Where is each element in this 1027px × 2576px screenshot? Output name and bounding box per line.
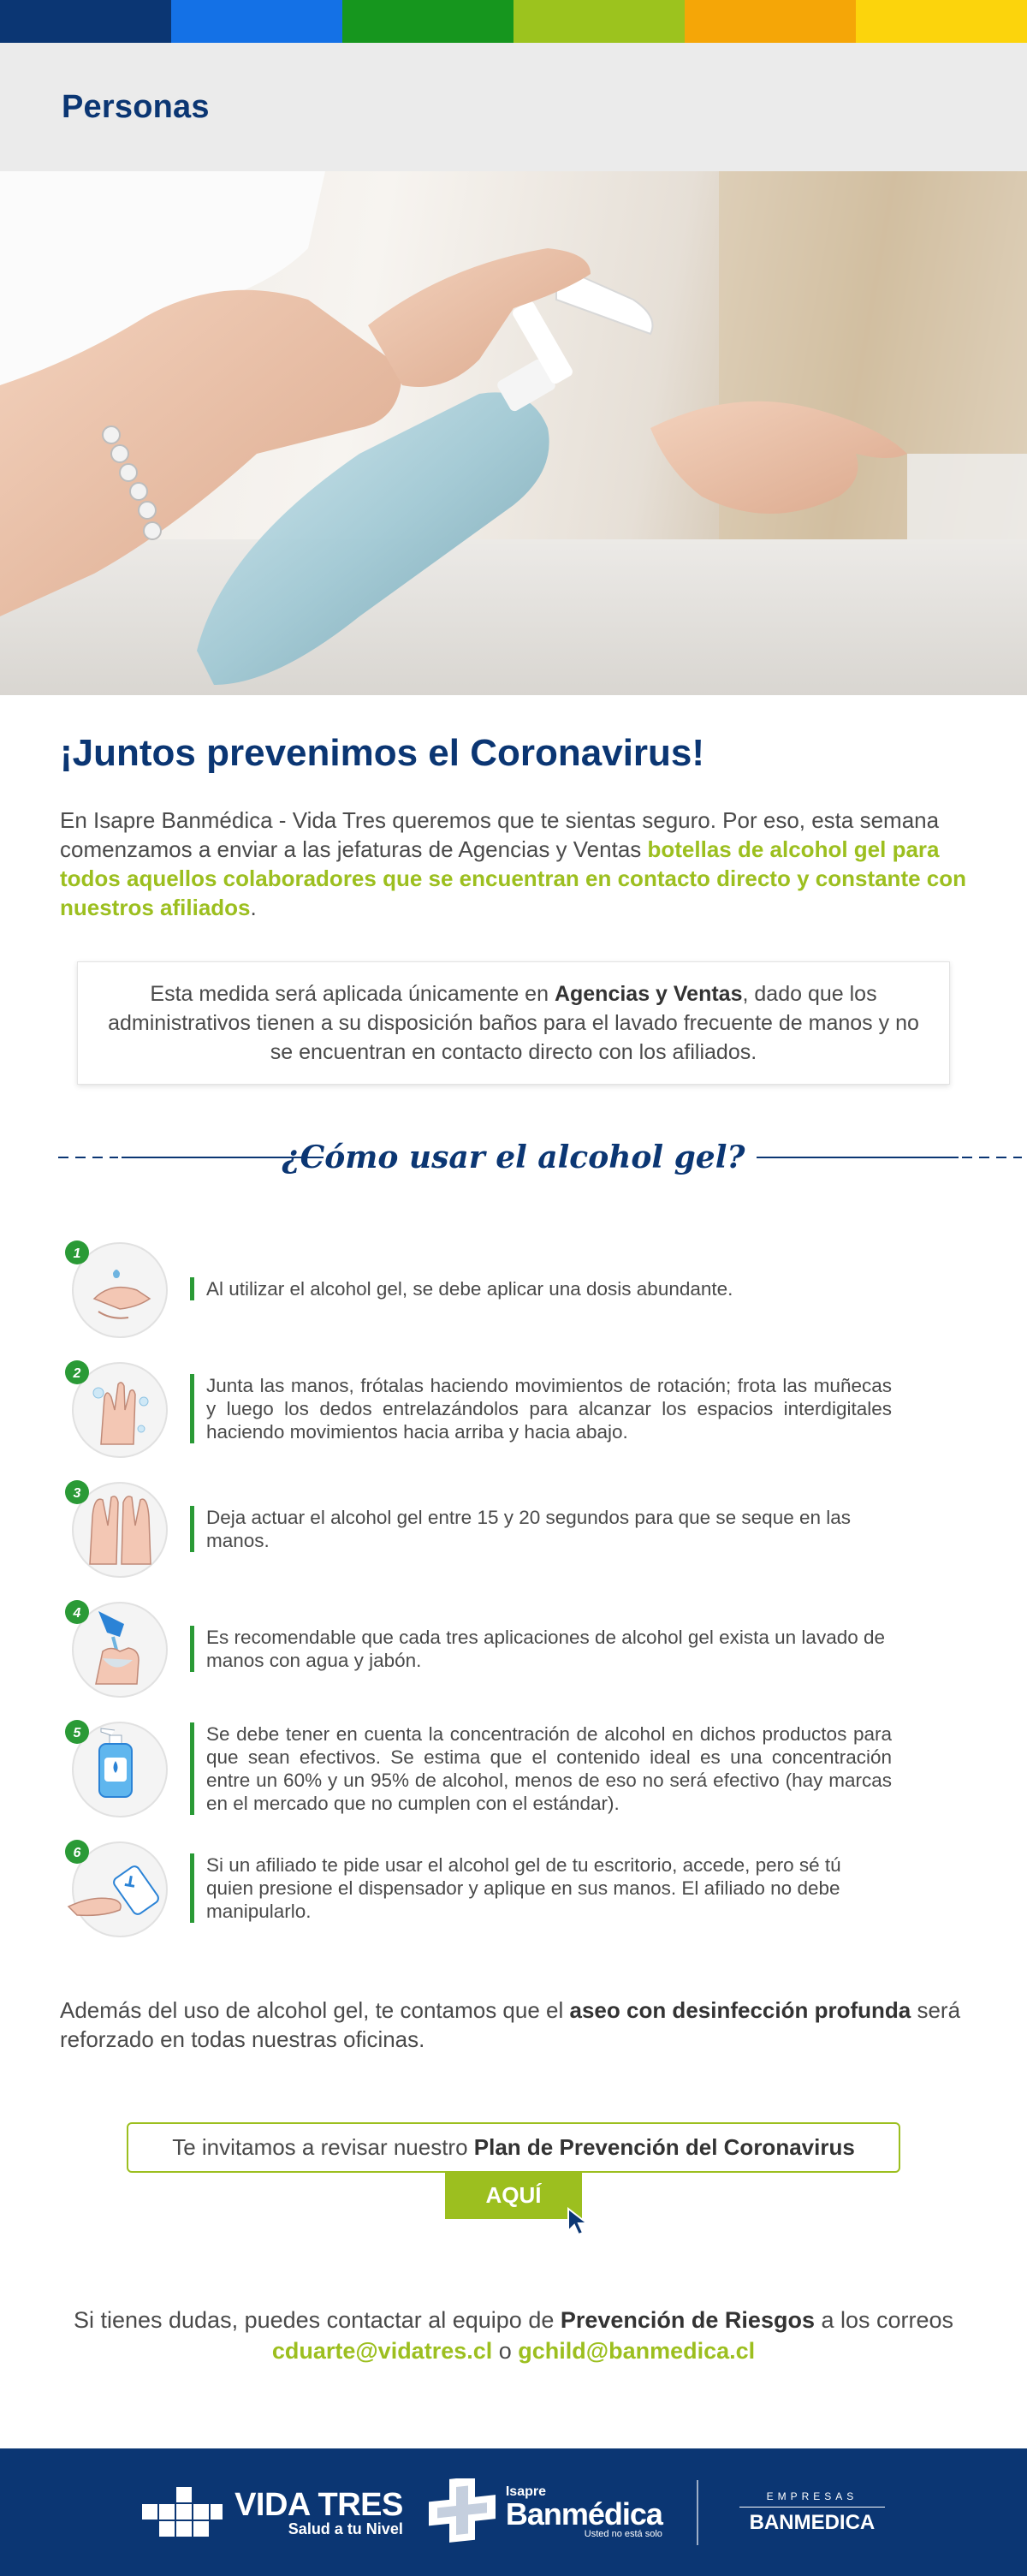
tap-water-hands-icon: [60, 1598, 171, 1699]
brand-color-stripe: [0, 0, 1027, 43]
stripe-navy: [0, 0, 171, 43]
email-link-vidatres[interactable]: cduarte@vidatres.cl: [271, 2337, 493, 2364]
contact-bold-text: Prevención de Riesgos: [560, 2306, 815, 2333]
vidatres-cross-icon: [142, 2487, 224, 2538]
intro-end-text: .: [250, 894, 257, 920]
article-content: [0, 731, 1027, 2366]
step-item: [60, 1598, 967, 1699]
dispenser-hand-icon: [60, 1838, 171, 1939]
agencies-notice-box: [77, 961, 950, 1085]
step-item: [60, 1718, 967, 1819]
empresas-small-label: EMPRESAS: [766, 2490, 858, 2502]
notice-pre-text: Esta medida será aplicada únicamente en: [150, 981, 555, 1006]
step-item: [60, 1239, 967, 1340]
banmedica-name: Banmédica: [505, 2496, 662, 2531]
banmedica-small-label: Isapre: [505, 2484, 546, 2499]
page-title: Personas: [62, 88, 210, 125]
page-header: [0, 43, 1027, 171]
stripe-yellow: [856, 0, 1027, 43]
notice-post-text: , dado que los administrativos tienen a su disposición baños para el lavado frecuente de manos y no se encuentran en contacto directo con los afiliados.: [108, 981, 919, 1064]
closing-pre-text: Además del uso de alcohol gel, te contamos que el: [60, 1996, 570, 2023]
step-number: 3: [73, 1485, 81, 1501]
step-text: Se debe tener en cuenta la concentración de alcohol en dichos productos para que sean efectivos. Se estima que el contenido ideal es una concentración entre un 60% y un 95% de alcohol, menos de eso no será efectivo (hay marcas en el mercado que no cumplen con el estándar).: [190, 1722, 892, 1815]
open-hands-icon: [60, 1478, 171, 1580]
step-item: [60, 1478, 967, 1580]
plan-bold-text: Plan de Prevención del Coronavirus: [473, 2133, 855, 2160]
vidatres-tagline: Salud a tu Nivel: [288, 2519, 403, 2537]
rubbing-hands-icon: [60, 1359, 171, 1460]
aqui-button[interactable]: AQUÍ: [445, 2173, 582, 2219]
hand-sanitizer-illustration: [0, 171, 1027, 695]
contact-pre-text: Si tienes dudas, puedes contactar al equipo de: [73, 2306, 561, 2333]
prevention-plan-box: [127, 2122, 900, 2173]
step-number: 1: [73, 1246, 81, 1261]
cta-wrapper: [60, 2173, 967, 2219]
stripe-orange: [685, 0, 856, 43]
step-number: 6: [73, 1845, 81, 1860]
step-item: [60, 1838, 967, 1939]
steps-list: [60, 1239, 967, 1939]
gel-drop-hands-icon: [60, 1239, 171, 1340]
howto-section-heading: [60, 1127, 967, 1187]
heading-divider-left: [60, 1157, 270, 1158]
step-text: Si un afiliado te pide usar el alcohol gel de tu escritorio, accede, pero sé tú quien presione el dispensador y aplique en sus manos. El afiliado no debe manipularlo.: [190, 1853, 892, 1923]
footer-divider: [697, 2480, 698, 2545]
stripe-lime: [514, 0, 685, 43]
stripe-green: [342, 0, 514, 43]
email-link-banmedica[interactable]: gchild@banmedica.cl: [518, 2337, 756, 2364]
intro-highlight-text: botellas de alcohol gel para todos aquellos colaboradores que se encuentran en contacto directo y constante con nuestros afiliados: [60, 836, 967, 920]
plan-pre-text: Te invitamos a revisar nuestro: [172, 2133, 474, 2160]
step-text: Es recomendable que cada tres aplicaciones de alcohol gel exista un lavado de manos con agua y jabón.: [190, 1626, 892, 1672]
step-number: 4: [73, 1605, 81, 1621]
soap-bottle-icon: [60, 1718, 171, 1819]
article-intro: [60, 806, 967, 922]
step-number: 5: [73, 1725, 81, 1740]
empresas-banmedica-logo: [739, 2491, 885, 2533]
notice-bold-text: Agencias y Ventas: [554, 981, 743, 1006]
step-text: Deja actuar el alcohol gel entre 15 y 20 segundos para que se seque en las manos.: [190, 1506, 892, 1552]
heading-divider-right: [757, 1157, 967, 1158]
vidatres-logo: [142, 2487, 403, 2538]
contact-paragraph: [60, 2305, 967, 2366]
step-number: 2: [73, 1365, 81, 1381]
step-text: Al utilizar el alcohol gel, se debe aplicar una dosis abundante.: [190, 1277, 892, 1300]
howto-title: ¿Cómo usar el alcohol gel?: [282, 1139, 745, 1175]
intro-plain-text: En Isapre Banmédica - Vida Tres queremos que te sientas seguro. Por eso, esta semana comenzamos a enviar a las jefaturas de Agencias y Ventas: [60, 806, 940, 862]
empresas-name: BANMEDICA: [749, 2511, 876, 2534]
step-text: Junta las manos, frótalas haciendo movimientos de rotación; frota las muñecas y luego los dedos entrelazándolos para alcanzar los espacios interdigitales haciendo movimientos hacia arriba y hacia abajo.: [190, 1374, 892, 1443]
footer-logos: [0, 2448, 1027, 2576]
closing-post-text: será reforzado en todas nuestras oficinas.: [60, 1996, 961, 2052]
stripe-blue: [171, 0, 342, 43]
cursor-arrow-icon: [567, 2207, 592, 2236]
article-title: ¡Juntos prevenimos el Coronavirus!: [60, 732, 705, 774]
hero-image-hand-sanitizer: [0, 171, 1027, 695]
banmedica-logo: [424, 2478, 662, 2547]
closing-paragraph: [60, 1996, 967, 2054]
contact-or-text: o: [492, 2337, 519, 2364]
step-item: [60, 1359, 967, 1460]
closing-bold-text: aseo con desinfección profunda: [569, 1996, 911, 2023]
banmedica-cross-icon: [424, 2478, 501, 2547]
contact-mid-text: a los correos: [814, 2306, 954, 2333]
vidatres-name: VIDA TRES: [234, 2486, 403, 2523]
banmedica-tagline: Usted no está solo: [584, 2529, 662, 2539]
